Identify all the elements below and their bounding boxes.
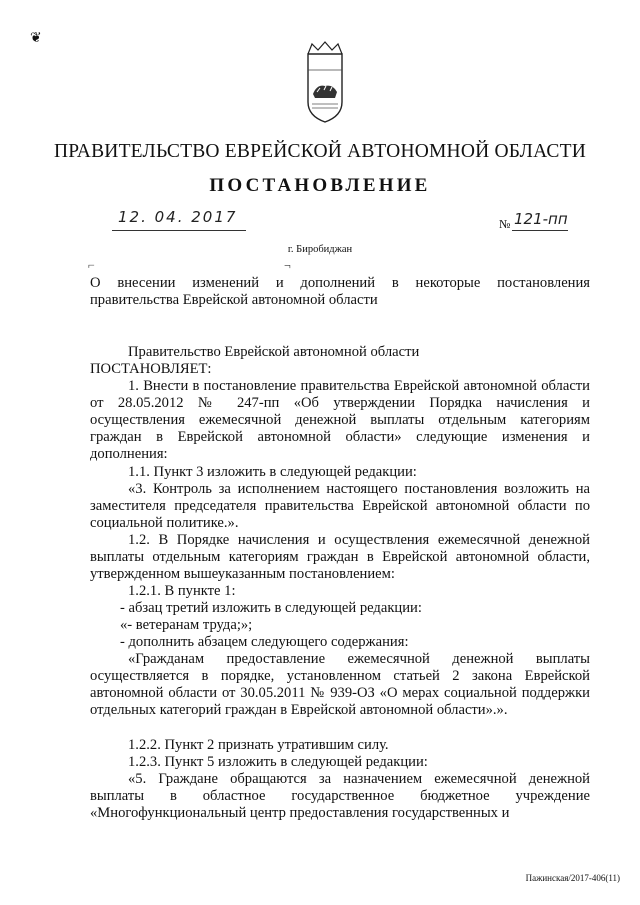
- coat-of-arms-icon: [302, 40, 348, 124]
- number-label: №: [499, 217, 511, 231]
- subject-line-2: правительства Еврейской автономной области: [90, 292, 378, 308]
- footer-code: Пажинская/2017-406(11): [525, 873, 620, 883]
- paragraph: 1.2. В Порядке начисления и осуществления ежемесячной денежной выплаты отдельным категориям граждан в Еврейской автономной области, утвержденном вышеуказанным постановлением:: [90, 532, 590, 582]
- document-date: 12. 04. 2017: [118, 208, 238, 226]
- date-underline: [112, 230, 246, 231]
- number-underline: [512, 230, 568, 231]
- paragraph: «- ветеранам труда;»;: [120, 617, 253, 633]
- scan-mark: ❦: [30, 31, 42, 46]
- paragraph: «5. Граждане обращаются за назначением ежемесячной денежной выплаты в областное государственное бюджетное учреждение «Многофункциональный центр предоставления государственных и: [90, 771, 590, 821]
- paragraph: «Гражданам предоставление ежемесячной денежной выплаты осуществляется в порядке, установленном статьей 2 закона Еврейской автономной области от 30.05.2011 № 939-ОЗ «О мерах социальной поддержки отдельных категорий граждан в Еврейской автономной области».».: [90, 651, 590, 718]
- paragraph: 1. Внести в постановление правительства Еврейской автономной области от 28.05.2012 № 247-пп «Об утверждении Порядка начисления и осуществления ежемесячной денежной выплаты отдельным категориям граждан в Еврейской автономной области» следующие изменения и дополнения:: [90, 378, 590, 462]
- paragraph: 1.2.2. Пункт 2 признать утратившим силу.: [128, 737, 389, 753]
- city: г. Биробиджан: [287, 244, 353, 255]
- resolves: ПОСТАНОВЛЯЕТ:: [90, 361, 212, 377]
- paragraph: - абзац третий изложить в следующей редакции:: [120, 600, 422, 616]
- left-corner-mark: ⌐: [88, 258, 95, 272]
- paragraph: 1.2.1. В пункте 1:: [128, 583, 236, 599]
- paragraph: 1.2.3. Пункт 5 изложить в следующей редакции:: [128, 754, 428, 770]
- document-type: ПОСТАНОВЛЕНИЕ: [209, 175, 431, 196]
- preamble: Правительство Еврейской автономной области: [128, 344, 420, 360]
- subject-line-1: О внесении изменений и дополнений в некоторые постановления: [90, 275, 590, 291]
- right-corner-mark: ¬: [284, 258, 291, 272]
- paragraph: - дополнить абзацем следующего содержания:: [120, 634, 409, 650]
- paragraph: 1.1. Пункт 3 изложить в следующей редакции:: [128, 464, 417, 480]
- document-number: 121-пп: [514, 210, 568, 228]
- government-name: ПРАВИТЕЛЬСТВО ЕВРЕЙСКОЙ АВТОНОМНОЙ ОБЛАСТИ: [53, 141, 587, 162]
- paragraph: «3. Контроль за исполнением настоящего постановления возложить на заместителя председателя правительства Еврейской автономной области по социальной политике.».: [90, 481, 590, 531]
